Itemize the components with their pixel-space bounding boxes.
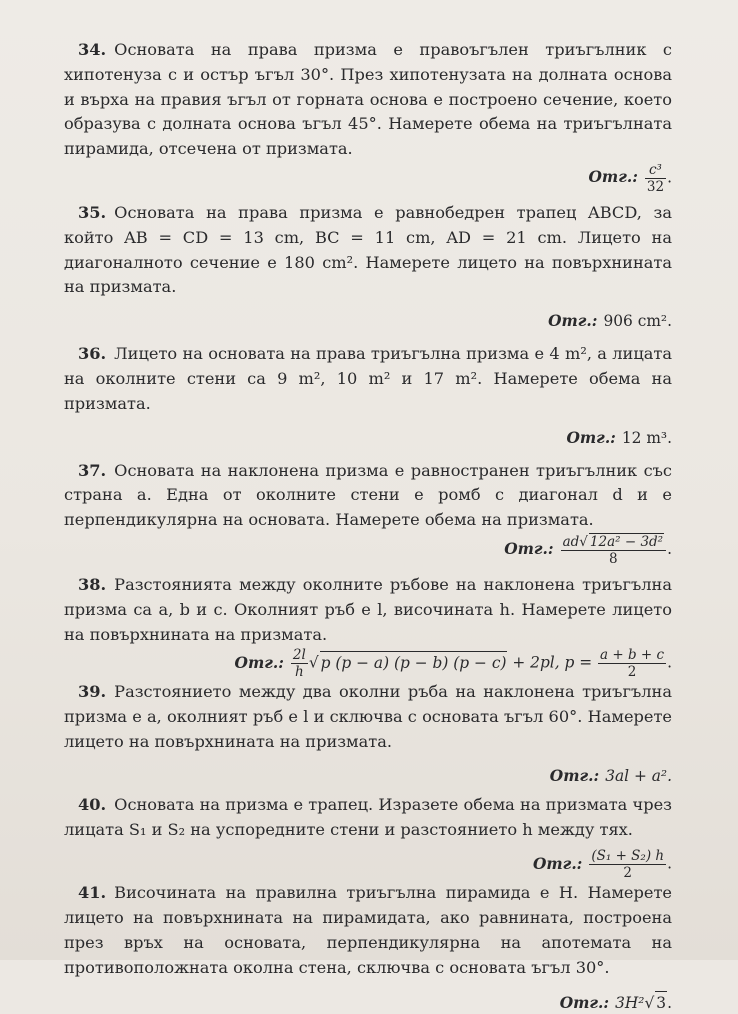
answer-value: 906 cm². [603, 312, 672, 331]
problem-number: 37. [78, 460, 107, 480]
problem-34 [64, 38, 672, 162]
answer-41 [64, 991, 672, 1014]
answer-label: Отг.: [588, 168, 638, 187]
problem-number: 40. [78, 794, 107, 814]
fraction-denominator: 8 [609, 550, 618, 567]
radicand: 12a² − 3d² [589, 533, 664, 550]
radicand: p (p − a) (p − b) (p − c) [320, 651, 508, 674]
answer-38 [64, 647, 672, 680]
problem-number: 36. [78, 344, 107, 364]
problem-number: 35. [78, 202, 107, 222]
problem-text: Основата на наклонена призма е равностранен триъгълник със страна a. Една от околните стени е ромб с диагонал d и е перпендикулярна на основата. Намерете обема на призмата. [64, 460, 672, 530]
problem-number: 34. [78, 40, 107, 59]
problem-number: 38. [78, 574, 107, 594]
problem-text: Лицето на основата на права триъгълна призма е 4 m², а лицата на околните стени са 9 m², 10 m² и 17 m². Намерете обема на призмата. [64, 344, 672, 413]
answer-fraction-2 [598, 647, 666, 680]
numerator-prefix: ad [562, 533, 580, 550]
answer-label: Отг.: [532, 854, 583, 873]
radical-sign: √ [579, 533, 588, 550]
answer-tail: . [667, 168, 672, 187]
answer-34 [64, 162, 672, 195]
radicand: 3 [655, 991, 667, 1014]
answer-middle: + 2pl, p = [507, 653, 598, 672]
problem-text: Разстоянието между два околни ръба на наклонена триъгълна призма е a, околният ръб е l и сключва с основата ъгъл 60°. Намерете лицето на повърхнината на призмата. [64, 682, 672, 751]
fraction-numerator: a + b + c [600, 647, 665, 664]
answer-40 [64, 848, 672, 881]
fraction-denominator: 2 [623, 865, 633, 882]
answer-prefix: 3H² [615, 993, 645, 1012]
answer-tail: . [667, 854, 672, 873]
answer-tail: . [667, 993, 672, 1012]
answer-label: Отг.: [504, 539, 554, 558]
radical-sign: √ [644, 993, 655, 1012]
problem-text: Основата на права призма е равнобедрен трапец ABCD, за който AB = CD = 13 cm, BC = 11 cm, AD = 21 cm. Лицето на диагоналното сечение е 180 cm². Намерете лицето на повърхнината на призмата. [64, 202, 672, 297]
fraction-denominator: 2 [627, 664, 637, 681]
problem-39 [64, 680, 672, 754]
problem-37 [64, 459, 672, 533]
fraction-denominator: h [295, 664, 304, 681]
answer-value: 3al + a². [605, 766, 672, 785]
answer-35 [64, 310, 672, 332]
problem-text: Разстоянията между околните ръбове на наклонена триъгълна призма са a, b и c. Околният ръб е l, височината h. Намерете лицето на повърхнината на призмата. [64, 574, 672, 644]
answer-tail: . [667, 539, 672, 558]
problem-text: Основата на права призма е правоъгълен триъгълник с хипотенуза c и остър ъгъл 30°. През хипотенузата на долната основа и върха на правия ъгъл от горната основа е построено сечение, което образува с долната основа ъгъл 45°. Намерете обема на триъгълната пирамида, отсечена от призмата. [64, 40, 672, 159]
answer-label: Отг.: [559, 993, 610, 1012]
problem-text: Височината на правилна триъгълна пирамида е H. Намерете лицето на повърхнината на пирамидата, ако равнината, построена през връх на основата, перпендикулярна на апотемата на противоположната околна стена, сключва с основата ъгъл 30°. [64, 883, 672, 977]
answer-fraction-1 [291, 647, 308, 680]
answer-fraction [561, 533, 667, 567]
radical-sign: √ [308, 653, 319, 672]
answer-label: Отг.: [548, 312, 598, 331]
problem-text: Основата на призма е трапец. Изразете обема на призмата чрез лицата S₁ и S₂ на успоредните стени и разстоянието h между тях. [64, 794, 672, 839]
problem-38 [64, 573, 672, 647]
problem-number: 41. [78, 883, 107, 903]
fraction-numerator: c³ [645, 162, 666, 179]
answer-39 [64, 765, 672, 787]
problem-41 [64, 881, 672, 980]
answer-fraction [645, 162, 666, 195]
problem-36 [64, 342, 672, 416]
fraction-numerator: (S₁ + S₂) h [591, 848, 665, 865]
answer-tail: . [667, 653, 672, 672]
answer-label: Отг.: [549, 766, 600, 785]
answer-value: 12 m³. [621, 428, 672, 447]
answer-label: Отг.: [234, 653, 284, 672]
problem-number: 39. [78, 682, 107, 702]
fraction-numerator: 2l [292, 647, 306, 664]
answer-36 [64, 427, 672, 449]
answer-37 [64, 533, 672, 567]
fraction-numerator [561, 533, 667, 551]
fraction-denominator: 32 [646, 178, 665, 195]
problem-40 [64, 793, 672, 843]
answer-fraction [589, 848, 666, 881]
problem-35 [64, 201, 672, 300]
answer-label: Отг.: [566, 428, 616, 447]
